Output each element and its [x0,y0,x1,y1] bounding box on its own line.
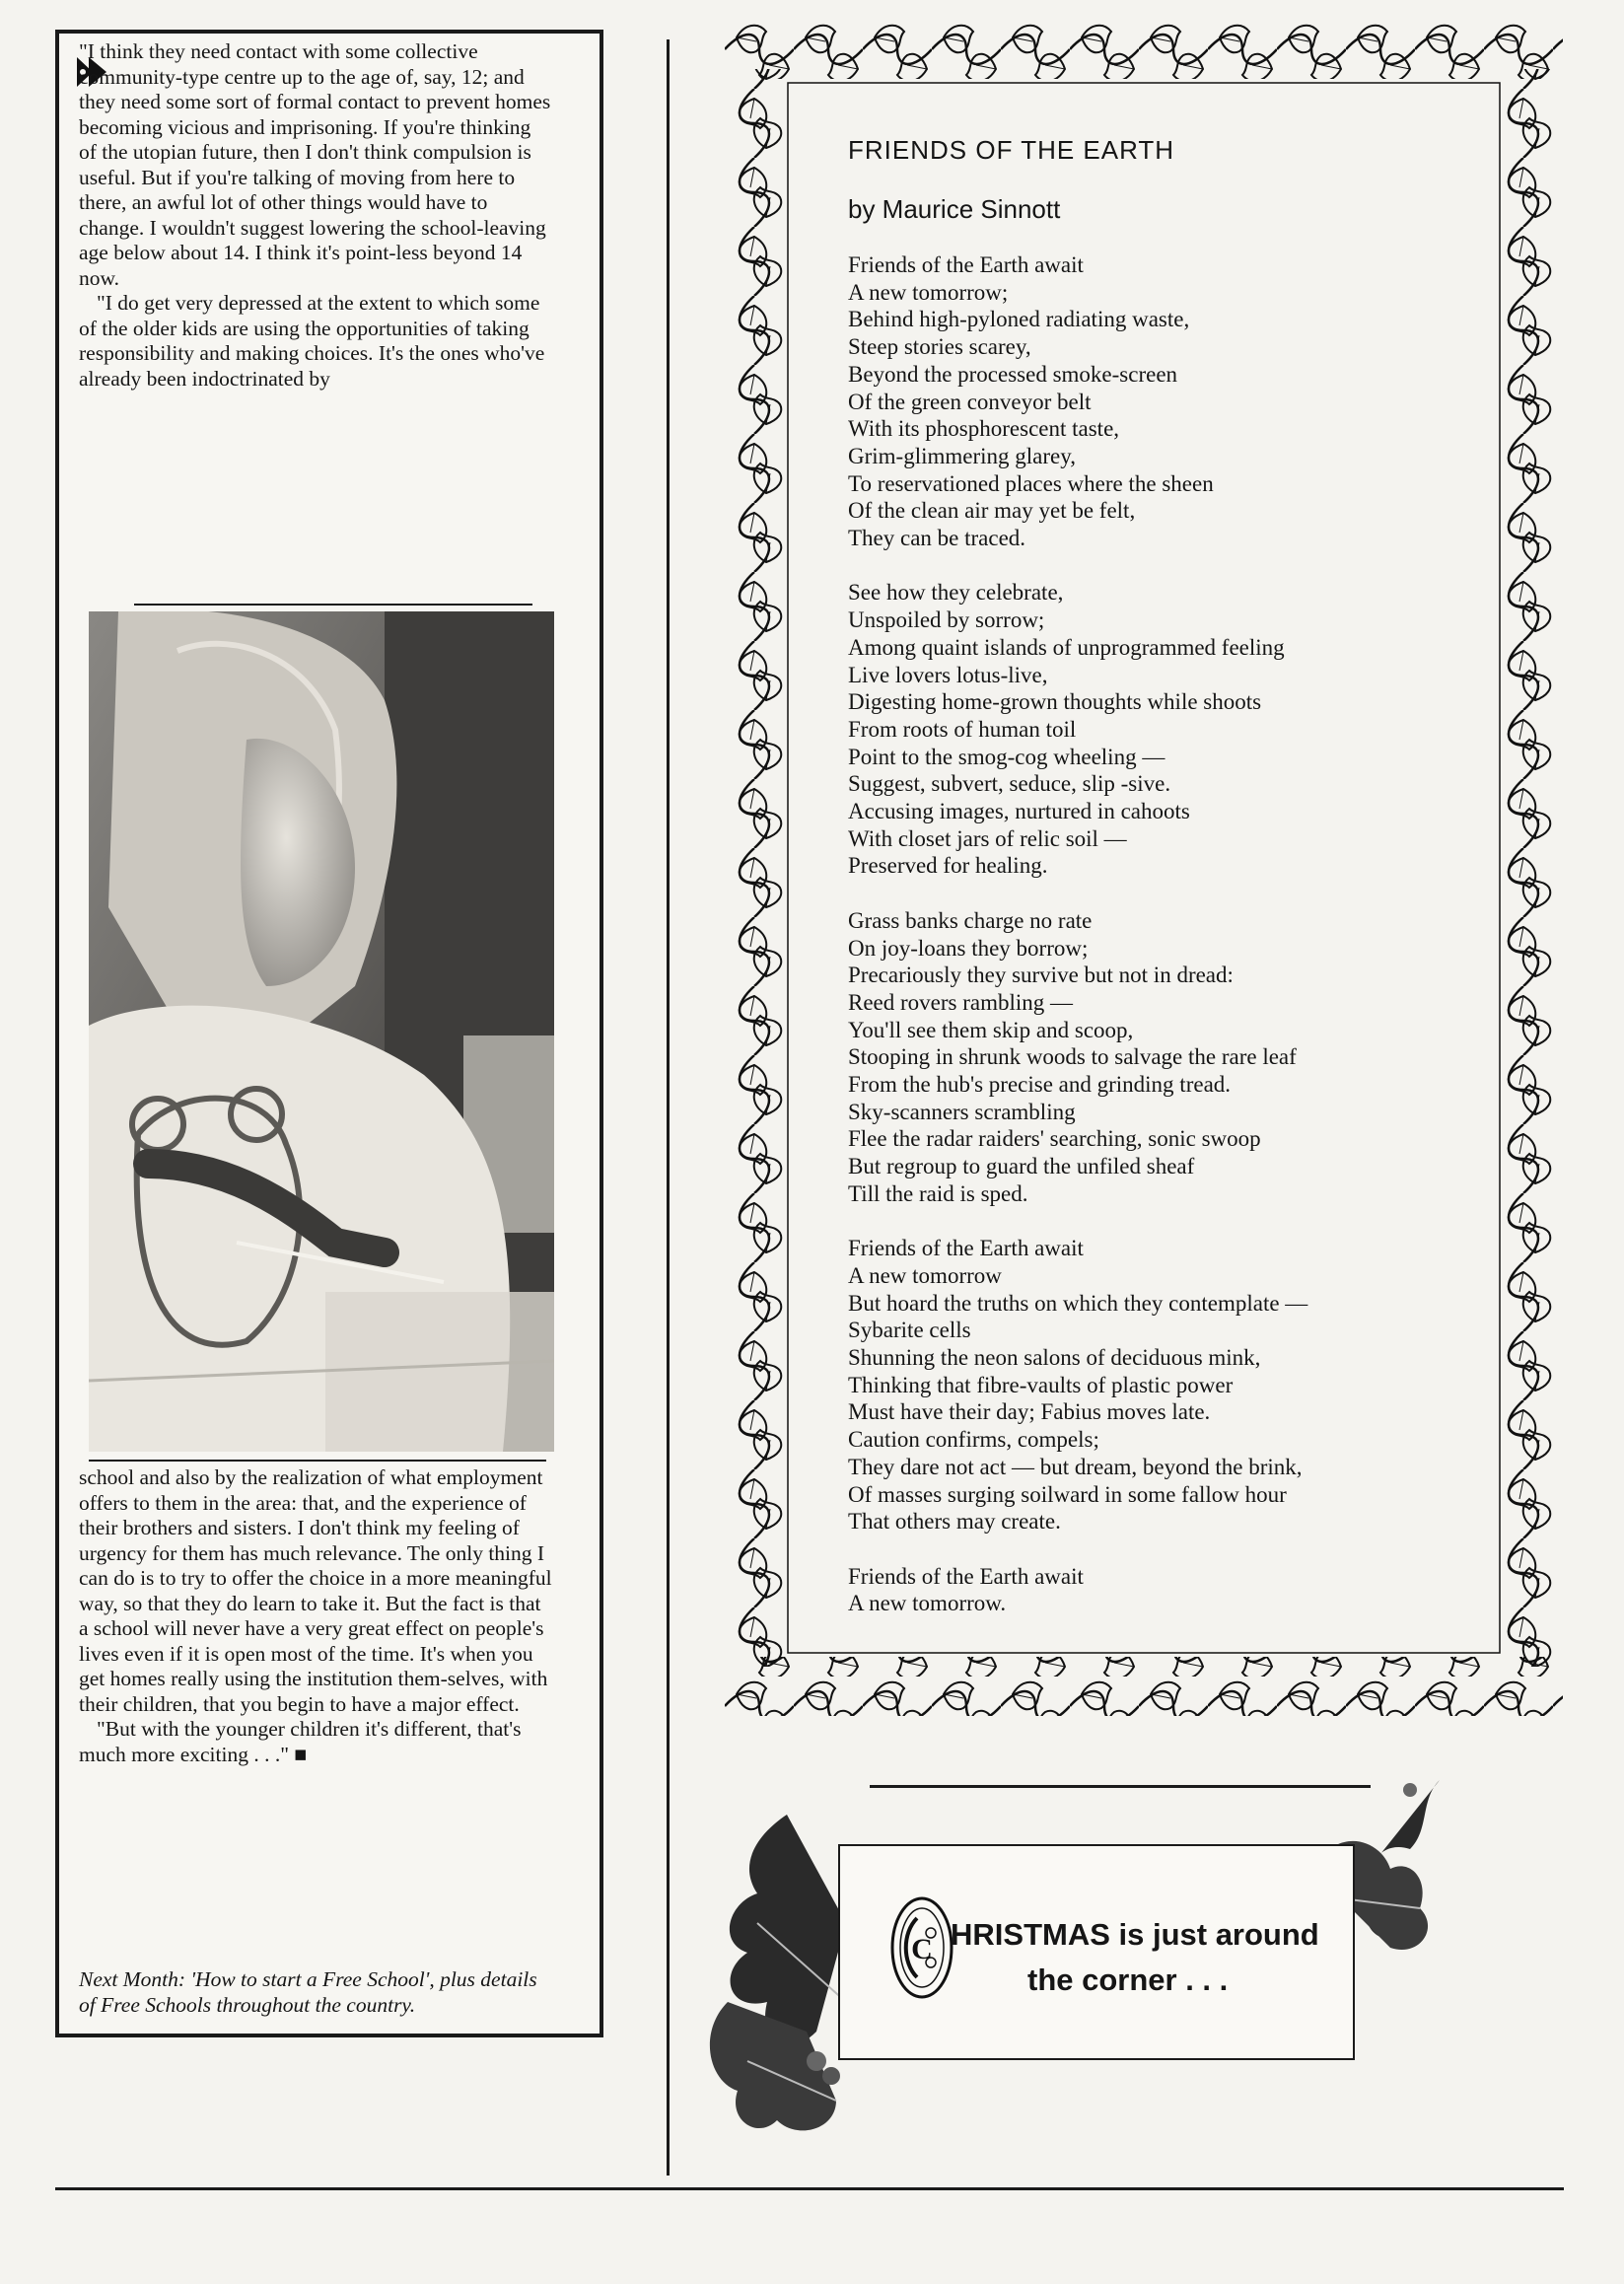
stanza-5 [848,1563,1479,1617]
ornate-initial-c [887,1893,956,2002]
poem-line: Of the green conveyor belt [848,389,1092,414]
christmas-banner [838,1844,1355,2060]
poem-line: See how they celebrate, [848,580,1064,606]
poem-line: Thinking that fibre-vaults of plastic power [848,1372,1234,1397]
poem-line: But regroup to guard the unfiled sheaf [848,1154,1195,1179]
poem-line: Shunning the neon salons of deciduous mink, [848,1345,1261,1371]
photo-image [89,611,554,1452]
poem-line: Accusing images, nurtured in cahoots [848,799,1190,824]
poem-line: Sky-scanners scrambling [848,1099,1076,1124]
poem-line: That others may create. [848,1509,1061,1535]
poem-line: Unspoiled by sorrow; [848,607,1045,633]
poem-line: But hoard the truths on which they contemplate — [848,1290,1308,1316]
poem-line: Reed rovers rambling — [848,989,1074,1015]
poem-line: With its phosphorescent taste, [848,416,1120,442]
poem-byline: by Maurice Sinnott [848,194,1061,224]
poem-line: They can be traced. [848,526,1026,551]
christmas-line-1: HRISTMAS is just around [951,1917,1319,1952]
poem-line: Till the raid is sped. [848,1180,1028,1206]
stanza-1 [848,251,1479,552]
poem-line: Grass banks charge no rate [848,907,1093,933]
text-rule [89,1460,546,1462]
page-bottom-rule [55,2187,1564,2190]
poem-line: Flee the radar raiders' searching, sonic swoop [848,1126,1261,1152]
poem-line: Sybarite cells [848,1318,971,1343]
christmas-line-2: the corner . . . [1027,1963,1229,1997]
poem-title: FRIENDS OF THE EARTH [848,135,1175,165]
poem-line: With closet jars of relic soil — [848,825,1127,851]
poem-line: Preserved for healing. [848,853,1048,879]
article-paragraph: "But with the younger children it's different, that's much more exciting . . ." ■ [79,1717,522,1766]
stanza-3 [848,907,1479,1208]
poem-line: Friends of the Earth await [848,1563,1084,1589]
photo-child-sewing [89,611,554,1452]
poem-line: Stooping in shrunk woods to salvage the rare leaf [848,1044,1297,1070]
poem-line: Of the clean air may yet be felt, [848,498,1136,524]
poem-line: A new tomorrow [848,1262,1002,1288]
poem-line: From roots of human toil [848,716,1077,742]
poem-line: A new tomorrow; [848,279,1009,305]
article-text-bottom [79,1465,552,1767]
initial-letter: C [911,1933,933,1965]
poem-line: Precariously they survive but not in dread: [848,963,1234,988]
poem [848,133,1479,1645]
poem-line: They dare not act — but dream, beyond the brink, [848,1454,1303,1479]
poem-line: Behind high-pyloned radiating waste, [848,307,1190,332]
article-paragraph: "I think they need contact with some collective community-type centre up to the age of, say, 12; and they need some sort of formal contact to prevent homes becoming vicious and imprisoning. If you're thinking of the utopian future, then I don't think compulsion is useful. But if you're talking of moving from here to there, an awful lot of other things would have to change. I wouldn't suggest lowering the school-leaving age below about 14. I think it's point-less beyond 14 now. [79,39,551,290]
poem-line: Friends of the Earth await [848,1236,1084,1261]
poem-line: Live lovers lotus-live, [848,662,1048,687]
stanza-4 [848,1235,1479,1535]
stanza-2 [848,579,1479,880]
poem-line: To reservationed places where the sheen [848,470,1214,496]
poem-line: On joy-loans they borrow; [848,935,1089,961]
poem-line: Friends of the Earth await [848,252,1084,277]
poem-line: Digesting home-grown thoughts while shoots [848,689,1262,715]
poem-line: Point to the smog-cog wheeling — [848,744,1165,769]
article-paragraph: "I do get very depressed at the extent to which some of the older kids are using the opportunities of taking responsibility and making choices. It's the ones who've already been indoctrinated by [79,291,545,391]
poem-line: Beyond the processed smoke-screen [848,361,1178,387]
poem-line: From the hub's precise and grinding tread. [848,1072,1232,1098]
column-divider [667,39,670,2176]
poem-line: Among quaint islands of unprogrammed feeling [848,634,1285,660]
poem-line: Caution confirms, compels; [848,1427,1099,1453]
poem-line: Suggest, subvert, seduce, slip -sive. [848,771,1171,797]
text-rule [134,604,532,606]
poem-line: Grim-glimmering glarey, [848,443,1076,468]
poem-line: Must have their day; Fabius moves late. [848,1399,1211,1425]
poem-line: You'll see them skip and scoop, [848,1017,1134,1042]
poem-line: Steep stories scarey, [848,334,1031,360]
poem-line: A new tomorrow. [848,1591,1007,1616]
article-text-top [79,39,552,392]
section-rule [870,1785,1371,1788]
poem-line: Of masses surging soilward in some fallow hour [848,1481,1287,1507]
article-paragraph: school and also by the realization of what employment offers to them in the area: that, and the experience of their brothers and sisters. I don't think my feeling of urgency for them has much relevance. The only thing I can do is to try to offer the choice in a more meaningful way, so that they do learn to take it. But the fact is that a school will never have a very great effect on people's lives even if it is open most of the time. It's when you get homes really using the institution them-selves, with their children, that you begin to have a major effect. [79,1465,552,1716]
next-month-note: Next Month: 'How to start a Free School', plus details of Free Schools throughout the country. [79,1967,537,2017]
